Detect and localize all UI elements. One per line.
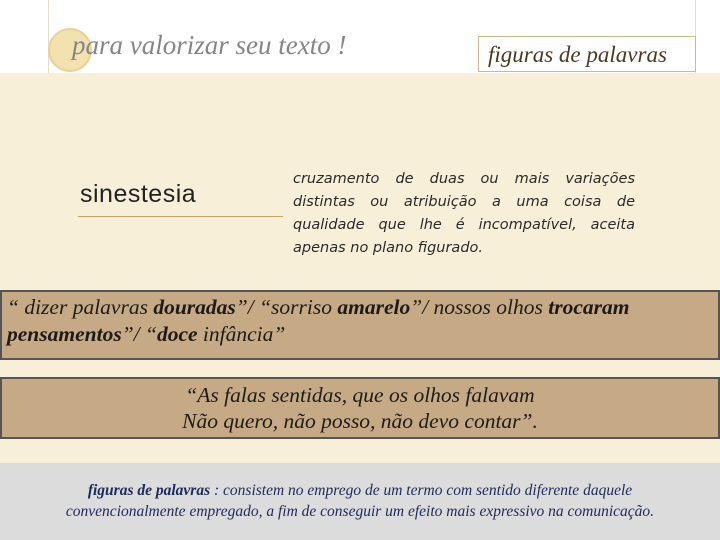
footer-note — [10, 480, 710, 522]
slide-title: para valorizar seu texto ! — [72, 30, 347, 60]
example-plain: ”/ “ — [121, 322, 157, 346]
quote-text — [0, 382, 720, 434]
examples-text — [7, 294, 717, 348]
footer-text-rest: : consistem no emprego de um termo com sentido diferente daquele — [210, 482, 633, 499]
term-heading: sinestesia — [80, 180, 197, 208]
example-bold: doce — [156, 322, 198, 346]
example-plain: ”/ “sorriso — [235, 295, 338, 319]
example-bold: amarelo — [337, 295, 411, 319]
example-plain: infância” — [197, 322, 286, 346]
footer-line-1 — [10, 480, 710, 501]
term-underline — [78, 216, 283, 217]
example-bold: trocaram pensamentos — [7, 295, 630, 346]
example-plain: “ dizer palavras — [7, 295, 154, 319]
example-bold: douradas — [153, 295, 236, 319]
footer-line-2: convencionalmente empregado, a fim de conseguir um efeito mais expressivo na comunicação. — [65, 503, 655, 520]
footer-term: figuras de palavras — [87, 482, 211, 499]
term-definition: cruzamento de duas ou mais variações distintas ou atribuição a uma coisa de qualidade que lhe é incompatível, aceita apenas no plano figurado. — [293, 171, 635, 256]
quote-line: Não quero, não posso, não devo contar”. — [182, 409, 538, 433]
topic-tag: figuras de palavras — [488, 42, 667, 67]
example-plain: ”/ nossos olhos — [410, 295, 549, 319]
quote-line: “As falas sentidas, que os olhos falavam — [185, 383, 535, 407]
